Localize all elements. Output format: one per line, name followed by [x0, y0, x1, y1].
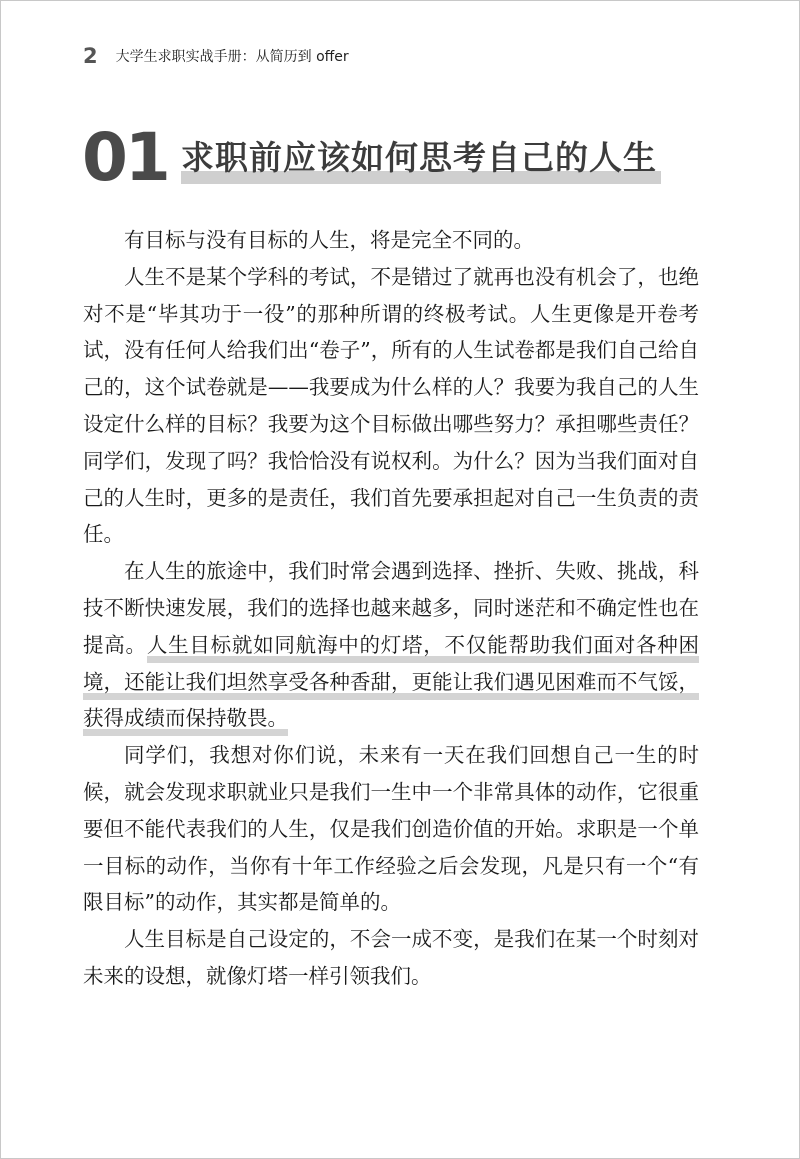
paragraph-3 [83, 553, 699, 737]
chapter-number: 01 [82, 119, 168, 196]
paragraph-2: 人生不是某个学科的考试，不是错过了就再也没有机会了，也绝对不是“毕其功于一役”的那种所谓的终极考试。人生更像是开卷考试，没有任何人给我们出“卷子”，所有的人生试卷都是我们自己给自己的，这个试卷就是——我要成为什么样的人？我要为我自己的人生设定什么样的目标？我要为这个目标做出哪些努力？承担哪些责任？同学们，发现了吗？我恰恰没有说权利。为什么？因为当我们面对自己的人生时，更多的是责任，我们首先要承担起对自己一生负责的责任。 [83, 264, 699, 547]
paragraph-5: 人生目标是自己设定的，不会一成不变，是我们在某一个时刻对未来的设想，就像灯塔一样引领我们。 [83, 927, 699, 988]
paragraph-4: 同学们，我想对你们说，未来有一天在我们回想自己一生的时候，就会发现求职就业只是我们一生中一个非常具体的动作，它很重要但不能代表我们的人生，仅是我们创造价值的开始。求职是一个单一目标的动作，当你有十年工作经验之后会发现，凡是只有一个“有限目标”的动作，其实都是简单的。 [83, 743, 699, 915]
chapter-title: 求职前应该如何思考自己的人生 [181, 138, 657, 177]
paragraph-1: 有目标与没有目标的人生，将是完全不同的。 [124, 228, 534, 252]
running-header [83, 42, 349, 70]
page-number: 2 [83, 44, 98, 68]
paragraph-3-text: 在人生的旅途中，我们时常会遇到选择、挫折、失败、挑战，科技不断快速发展，我们的选择也越来越多，同时迷茫和不确定性也在提高。 [83, 559, 699, 657]
book-title: 大学生求职实战手册：从简历到 offer [115, 49, 349, 65]
chapter-title-block [181, 136, 657, 184]
chapter-heading [82, 118, 722, 198]
body-text [83, 222, 699, 995]
highlighted-passage: 人生目标就如同航海中的灯塔，不仅能帮助我们面对各种困境，还能让我们坦然享受各种香甜，更能让我们遇见困难而不气馁，获得成绩而保持敬畏。 [83, 633, 699, 737]
